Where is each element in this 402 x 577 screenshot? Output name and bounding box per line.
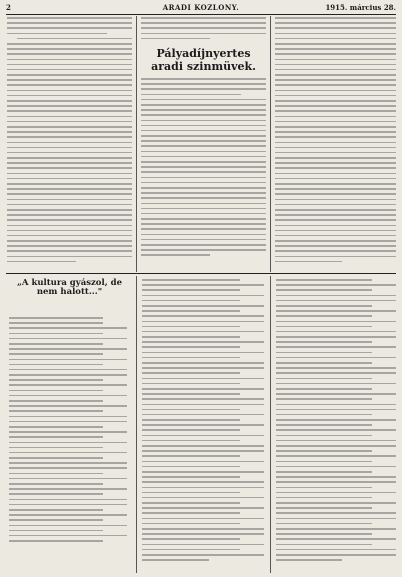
column-2-text-top <box>141 17 266 45</box>
poem-dedication <box>12 301 127 313</box>
column-1-text <box>7 17 132 271</box>
column-rule-4 <box>270 276 271 573</box>
column-3-text <box>275 17 396 271</box>
poem-column-3 <box>276 279 396 571</box>
page-number: 2 <box>6 3 11 12</box>
masthead: ARADI KOZLONY. <box>162 3 240 12</box>
headline-kultura: „A kultura gyászol, de nem halott..." <box>17 278 122 297</box>
column-rule-1 <box>136 16 137 272</box>
issue-date: 1915. március 28. <box>325 3 396 12</box>
column-rule-3 <box>136 276 137 573</box>
column-rule-2 <box>270 16 271 272</box>
headline-plays-1: Pályadíjnyertes <box>156 47 251 60</box>
section-rule <box>6 273 396 274</box>
poem-column-1 <box>9 317 127 571</box>
header-rule <box>6 14 396 15</box>
page-header <box>6 3 396 13</box>
headline-plays-2: aradi szinmüvek. <box>151 60 256 73</box>
poem-column-2 <box>142 279 264 571</box>
column-2-text <box>141 78 266 271</box>
